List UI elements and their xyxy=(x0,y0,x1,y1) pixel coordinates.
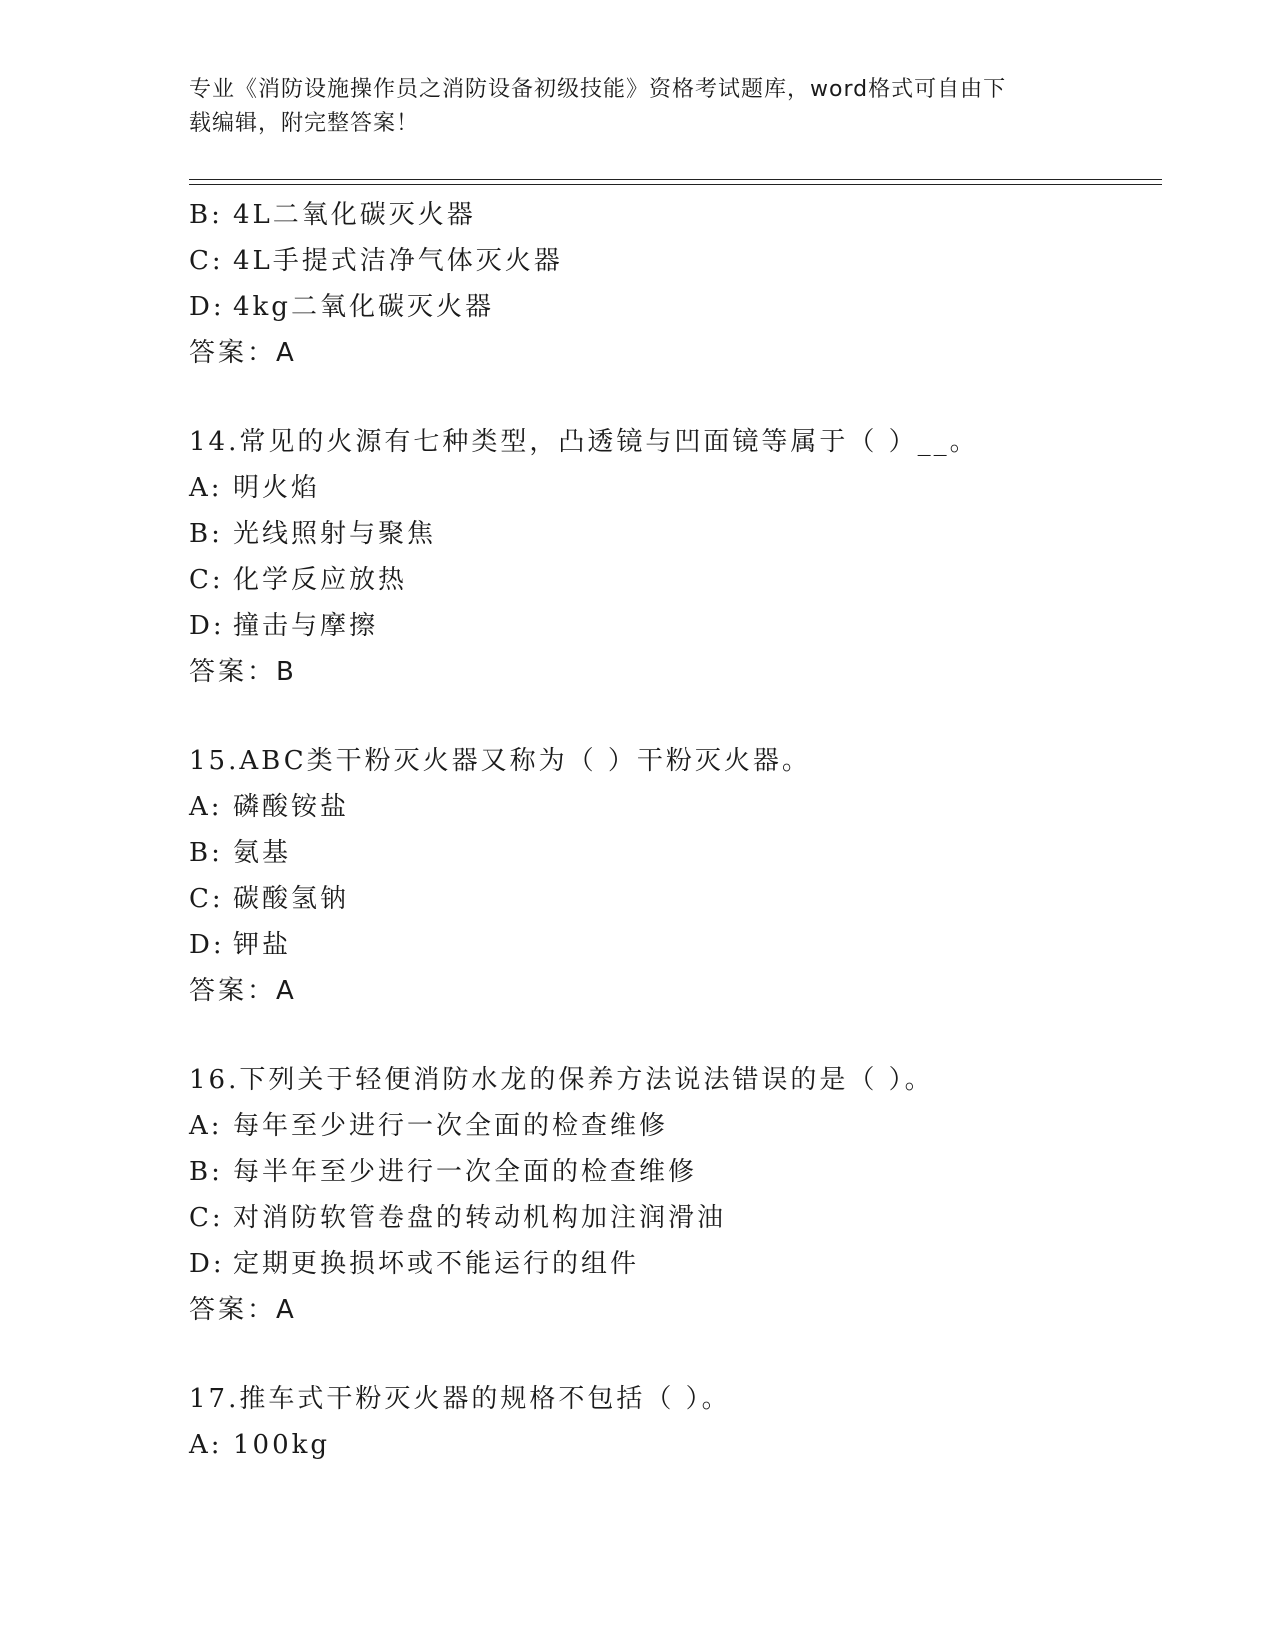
spacer xyxy=(189,1333,1149,1376)
option-text: 化学反应放热 xyxy=(233,565,408,595)
spacer xyxy=(189,376,1149,419)
option-key: D: xyxy=(189,930,225,960)
option-key: D: xyxy=(189,292,225,322)
option-text: 磷酸铵盐 xyxy=(233,792,350,822)
header-line-1: 专业《消防设施操作员之消防设备初级技能》资格考试题库，word格式可自由下 xyxy=(189,77,1007,102)
document-header xyxy=(189,73,1079,141)
option-a xyxy=(189,465,1149,511)
option-b xyxy=(189,1149,1149,1195)
option-c xyxy=(189,557,1149,603)
option-text: 光线照射与聚焦 xyxy=(233,519,437,549)
option-key: A: xyxy=(189,792,223,822)
option-d xyxy=(189,284,1149,330)
question-14 xyxy=(189,419,1149,695)
option-key: D: xyxy=(189,611,225,641)
option-c xyxy=(189,876,1149,922)
option-key: B: xyxy=(189,519,223,549)
option-key: C: xyxy=(189,1203,224,1233)
option-text: 钾盐 xyxy=(233,930,292,960)
option-key: D: xyxy=(189,1249,225,1279)
option-b xyxy=(189,830,1149,876)
option-key: B: xyxy=(189,200,223,230)
option-text: 4L手提式洁净气体灭火器 xyxy=(233,246,563,276)
option-text: 氨基 xyxy=(233,838,292,868)
option-text: 明火焰 xyxy=(233,473,321,503)
question-15 xyxy=(189,738,1149,1014)
option-key: B: xyxy=(189,838,223,868)
option-a xyxy=(189,784,1149,830)
option-text: 4kg二氧化碳灭火器 xyxy=(233,292,494,322)
question-text: 16.下列关于轻便消防水龙的保养方法说法错误的是（ ）。 xyxy=(189,1065,934,1095)
option-text: 每半年至少进行一次全面的检查维修 xyxy=(233,1157,698,1187)
option-text: 100kg xyxy=(233,1430,331,1460)
header-line-2: 载编辑，附完整答案！ xyxy=(189,111,420,136)
option-text: 对消防软管卷盘的转动机构加注润滑油 xyxy=(233,1203,727,1233)
option-text: 碳酸氢钠 xyxy=(233,884,350,914)
option-text: 每年至少进行一次全面的检查维修 xyxy=(233,1111,669,1141)
question-text: 14.常见的火源有七种类型，凸透镜与凹面镜等属于（ ）__。 xyxy=(189,427,979,457)
question-16 xyxy=(189,1057,1149,1333)
option-c xyxy=(189,1195,1149,1241)
option-key: A: xyxy=(189,473,223,503)
spacer xyxy=(189,695,1149,738)
option-c xyxy=(189,238,1149,284)
option-text: 4L二氧化碳灭火器 xyxy=(233,200,476,230)
option-key: C: xyxy=(189,565,224,595)
question-text: 17.推车式干粉灭火器的规格不包括（ ）。 xyxy=(189,1384,731,1414)
option-d xyxy=(189,603,1149,649)
header-divider-bottom xyxy=(189,184,1162,185)
option-d xyxy=(189,922,1149,968)
spacer xyxy=(189,1014,1149,1057)
question-13 xyxy=(189,192,1149,376)
question-list xyxy=(189,192,1149,1468)
answer-line: 答案：A xyxy=(189,976,297,1006)
option-b xyxy=(189,192,1149,238)
option-d xyxy=(189,1241,1149,1287)
option-a xyxy=(189,1422,1149,1468)
option-text: 定期更换损坏或不能运行的组件 xyxy=(233,1249,640,1279)
option-key: C: xyxy=(189,884,224,914)
option-b xyxy=(189,511,1149,557)
option-key: A: xyxy=(189,1111,223,1141)
option-text: 撞击与摩擦 xyxy=(233,611,379,641)
option-a xyxy=(189,1103,1149,1149)
option-key: A: xyxy=(189,1430,223,1460)
header-divider-top xyxy=(189,179,1162,180)
question-text: 15.ABC类干粉灭火器又称为（ ）干粉灭火器。 xyxy=(189,746,811,776)
answer-line: 答案：A xyxy=(189,338,297,368)
question-17 xyxy=(189,1376,1149,1468)
option-key: C: xyxy=(189,246,224,276)
answer-line: 答案：B xyxy=(189,657,297,687)
option-key: B: xyxy=(189,1157,223,1187)
answer-line: 答案：A xyxy=(189,1295,297,1325)
